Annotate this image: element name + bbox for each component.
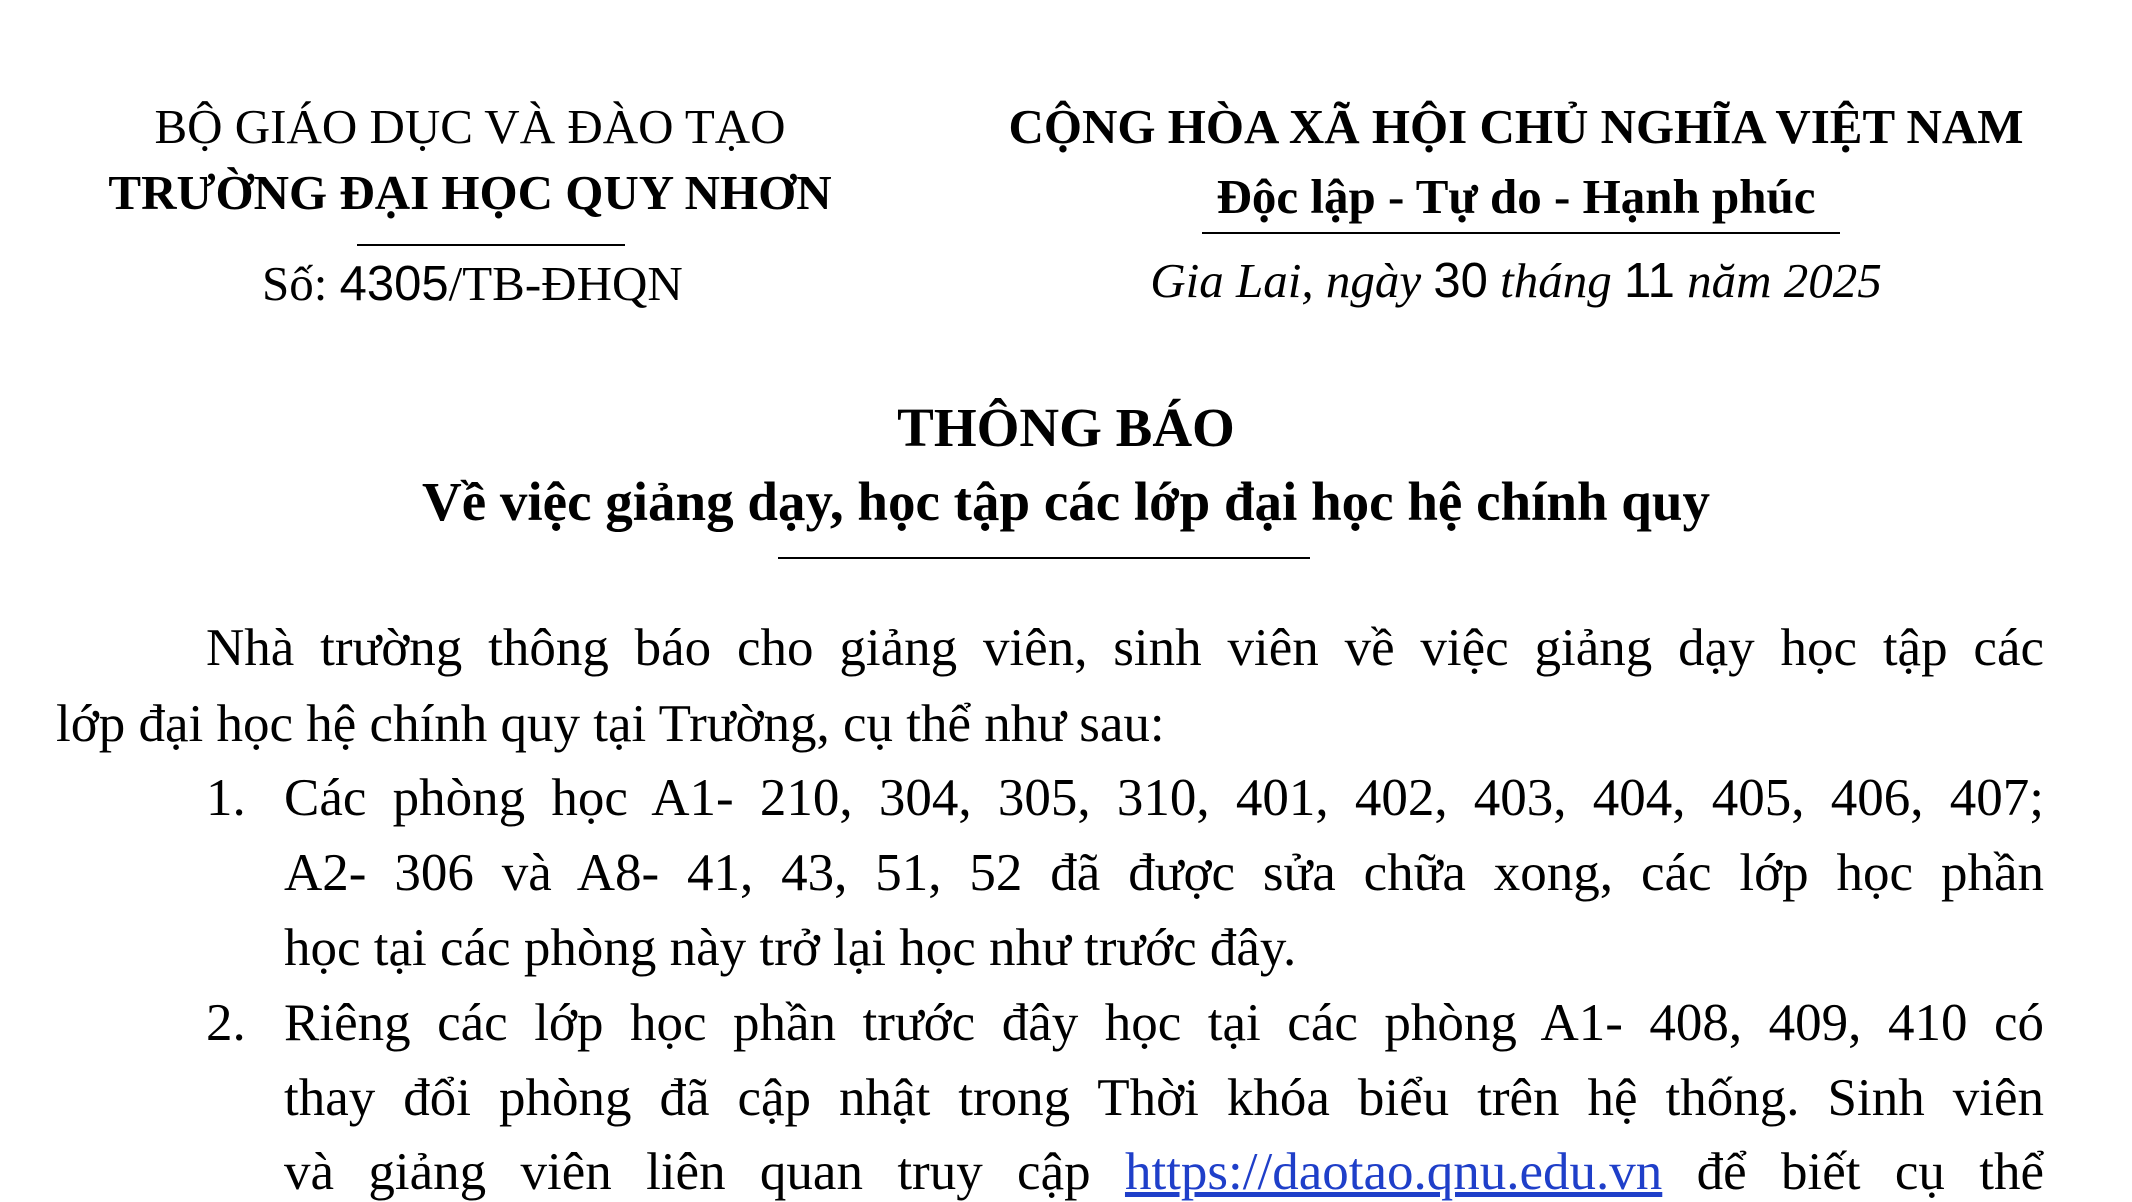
left-header-underline [357,244,625,246]
notice-title: THÔNG BÁO [897,397,1235,458]
national-motto: Độc lập - Tự do - Hạnh phúc [1216,169,1816,224]
number-label: Số: [262,256,328,311]
item-1-line-1: Các phòng học A1- 210, 304, 305, 310, 401, 402, 403, 404, 405, 406, 407; [284,769,2044,827]
date-year: năm 2025 [1687,253,1882,308]
item-2-line-1: Riêng các lớp học phần trước đây học tại các phòng A1- 408, 409, 410 có [284,994,2044,1052]
notice-subtitle: Về việc giảng dạy, học tập các lớp đại học hệ chính quy [422,471,1710,532]
date-prefix: Gia Lai, ngày [1150,253,1422,308]
date-month: 11 [1624,254,1675,308]
item-2-line-3-after: để biết cụ thể [1696,1143,2044,1201]
title-underline [778,557,1310,559]
item-2-line-3-before: và giảng viên liên quan truy cập [284,1143,1091,1201]
item-2-line-3 [284,1142,2044,1202]
daotao-link[interactable]: https://daotao.qnu.edu.vn [1124,1143,1663,1201]
item-2-number: 2. [206,994,246,1052]
date-day: 30 [1433,254,1488,308]
issue-date [930,252,2102,309]
university-name: TRƯỜNG ĐẠI HỌC QUY NHƠN [108,165,832,220]
motto-underline [1202,232,1840,234]
date-month-label: tháng [1500,253,1612,308]
item-1-line-2: A2- 306 và A8- 41, 43, 51, 52 đã được sửa chữa xong, các lớp học phần [284,844,2044,902]
ministry-name: BỘ GIÁO DỤC VÀ ĐÀO TẠO [154,99,786,154]
country-name: CỘNG HÒA XÃ HỘI CHỦ NGHĨA VIỆT NAM [1008,99,2024,154]
intro-line-2: lớp đại học hệ chính quy tại Trường, cụ thể như sau: [56,695,1165,753]
document-number [262,255,683,312]
item-2-line-2: thay đổi phòng đã cập nhật trong Thời khóa biểu trên hệ thống. Sinh viên [284,1069,2044,1127]
number-suffix: /TB-ĐHQN [448,256,683,311]
number-value: 4305 [339,257,449,311]
item-1-number: 1. [206,769,246,827]
intro-line-1: Nhà trường thông báo cho giảng viên, sinh viên về việc giảng dạy học tập các [206,619,2044,677]
item-1-line-3: học tại các phòng này trở lại học như trước đây. [284,919,1297,977]
